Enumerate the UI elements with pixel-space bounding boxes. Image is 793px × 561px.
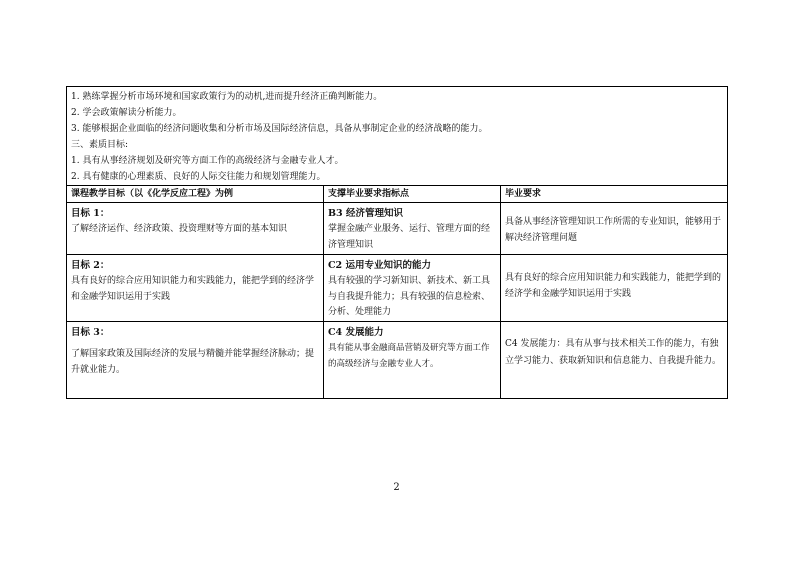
- header-requirement: 毕业要求: [501, 186, 728, 203]
- indicator-text: 具有较强的学习新知识、新技术、新工具与自我提升能力；具有较强的信息检索、分析、处理能力: [328, 276, 491, 317]
- indicator-text: 掌握金融产业服务、运行、管理方面的经济管理知识: [328, 224, 491, 250]
- goal-text: 具有良好的综合应用知识能力和实践能力，能把学到的经济学和金融学知识运用于实践: [71, 276, 315, 302]
- goal-cell: [67, 203, 324, 255]
- page-number: 2: [393, 482, 400, 493]
- goal-text: 了解经济运作、经济政策、投资理财等方面的基本知识: [71, 224, 288, 234]
- intro-line: 3. 能够根据企业面临的经济问题收集和分析市场及国际经济信息，具备从事制定企业的经济战略的能力。: [71, 124, 488, 134]
- requirement-cell: [501, 203, 728, 255]
- indicator-text: 具有能从事金融商品营销及研究等方面工作的高级经济与金融专业人才。: [328, 343, 490, 369]
- requirement-text: 具有良好的综合应用知识能力和实践能力，能把学到的经济学和金融学知识运用于实践: [505, 273, 722, 299]
- goal-title: 目标 3：: [71, 327, 110, 338]
- intro-line: 2. 具有健康的心理素质、良好的人际交往能力和规划管理能力。: [71, 172, 326, 182]
- course-objectives-table: [66, 86, 728, 399]
- goal-title: 目标 1：: [71, 208, 110, 219]
- header-course-goal: 课程教学目标（以《化学反应工程》为例: [67, 186, 324, 203]
- indicator-title: C2 运用专业知识的能力: [328, 260, 431, 271]
- requirement-cell: [501, 322, 728, 399]
- table-row: [67, 203, 728, 255]
- goal-text: 了解国家政策及国际经济的发展与精髓并能掌握经济脉动；提升就业能力。: [71, 349, 315, 375]
- intro-line: 1. 具有从事经济规划及研究等方面工作的高级经济与金融专业人才。: [71, 156, 344, 166]
- intro-cell: [67, 87, 728, 186]
- intro-row: [67, 87, 728, 186]
- goal-cell: [67, 322, 324, 399]
- requirement-cell: [501, 255, 728, 322]
- goal-cell: [67, 255, 324, 322]
- indicator-cell: [324, 203, 501, 255]
- requirement-text: 具备从事经济管理知识工作所需的专业知识，能够用于解决经济管理问题: [505, 217, 722, 243]
- requirement-text: C4 发展能力：具有从事与技术相关工作的能力，有独立学习能力、获取新知识和信息能力、自我提升能力。: [505, 339, 722, 366]
- header-row: [67, 186, 728, 203]
- header-indicator: 支撑毕业要求指标点: [324, 186, 501, 203]
- indicator-title: B3 经济管理知识: [328, 208, 403, 219]
- indicator-cell: [324, 322, 501, 399]
- indicator-cell: [324, 255, 501, 322]
- indicator-title: C4 发展能力: [328, 327, 384, 338]
- goal-title: 目标 2：: [71, 260, 110, 271]
- intro-line: 三、素质目标:: [71, 140, 129, 150]
- table-row: [67, 322, 728, 399]
- table-row: [67, 255, 728, 322]
- intro-line: 2. 学会政策解读分析能力。: [71, 108, 182, 118]
- intro-line: 1. 熟练掌握分析市场环境和国家政策行为的动机,进而提升经济正确判断能力。: [71, 92, 383, 102]
